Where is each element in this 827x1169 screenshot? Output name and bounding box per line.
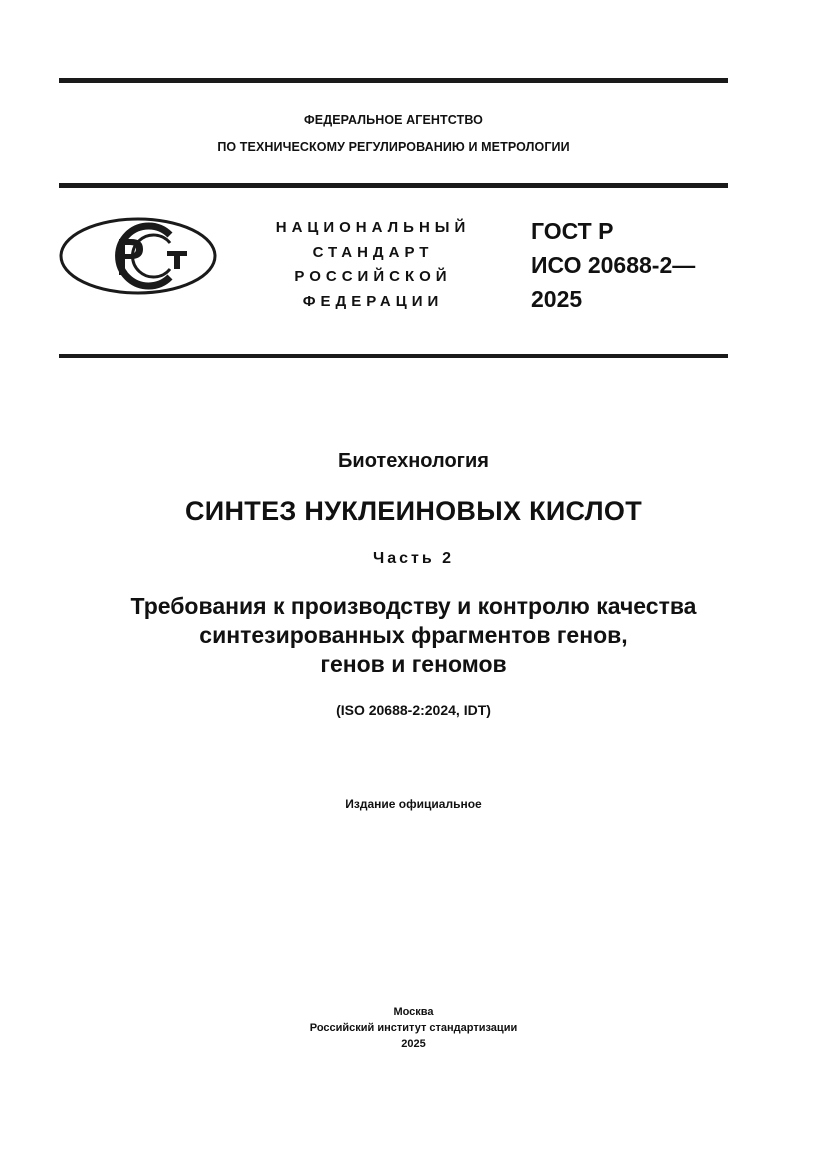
imprint [0,1004,827,1052]
national-line-3: РОССИЙСКОЙ [294,268,452,285]
rst-logo-icon [59,217,219,295]
main-title: СИНТЕЗ НУКЛЕИНОВЫХ КИСЛОТ [184,496,643,526]
designation-line-1: ГОСТ Р [531,218,614,244]
subtitle-line-1: Требования к производству и контролю качества [130,593,697,619]
subtitle [0,592,827,679]
field-title: Биотехнология [338,450,489,472]
national-line-2: СТАНДАРТ [312,243,434,261]
imprint-city: Москва [393,1006,434,1018]
national-standard-label [262,216,484,314]
agency-name-line-2: ПО ТЕХНИЧЕСКОМУ РЕГУЛИРОВАНИЮ И МЕТРОЛОГИИ [217,140,570,154]
standard-designation [531,214,695,316]
part-label: Часть 2 [372,550,455,567]
agency-rule [59,183,728,188]
subtitle-line-2: синтезированных фрагментов генов, [199,622,628,648]
national-line-4: ФЕДЕРАЦИИ [302,292,444,310]
imprint-year: 2025 [401,1038,426,1050]
designation-line-3: 2025 [531,286,583,312]
top-rule [59,78,728,83]
edition-label: Издание официальное [345,797,482,811]
standard-block-rule [59,354,728,358]
agency-name-line-1: ФЕДЕРАЛЬНОЕ АГЕНТСТВО [304,113,483,127]
iso-reference: (ISO 20688-2:2024, IDT) [336,702,491,718]
imprint-publisher: Российский институт стандартизации [309,1022,518,1034]
subtitle-line-3: генов и геномов [320,651,507,677]
designation-line-2: ИСО 20688-2— [531,252,696,278]
national-line-1: НАЦИОНАЛЬНЫЙ [275,219,471,236]
